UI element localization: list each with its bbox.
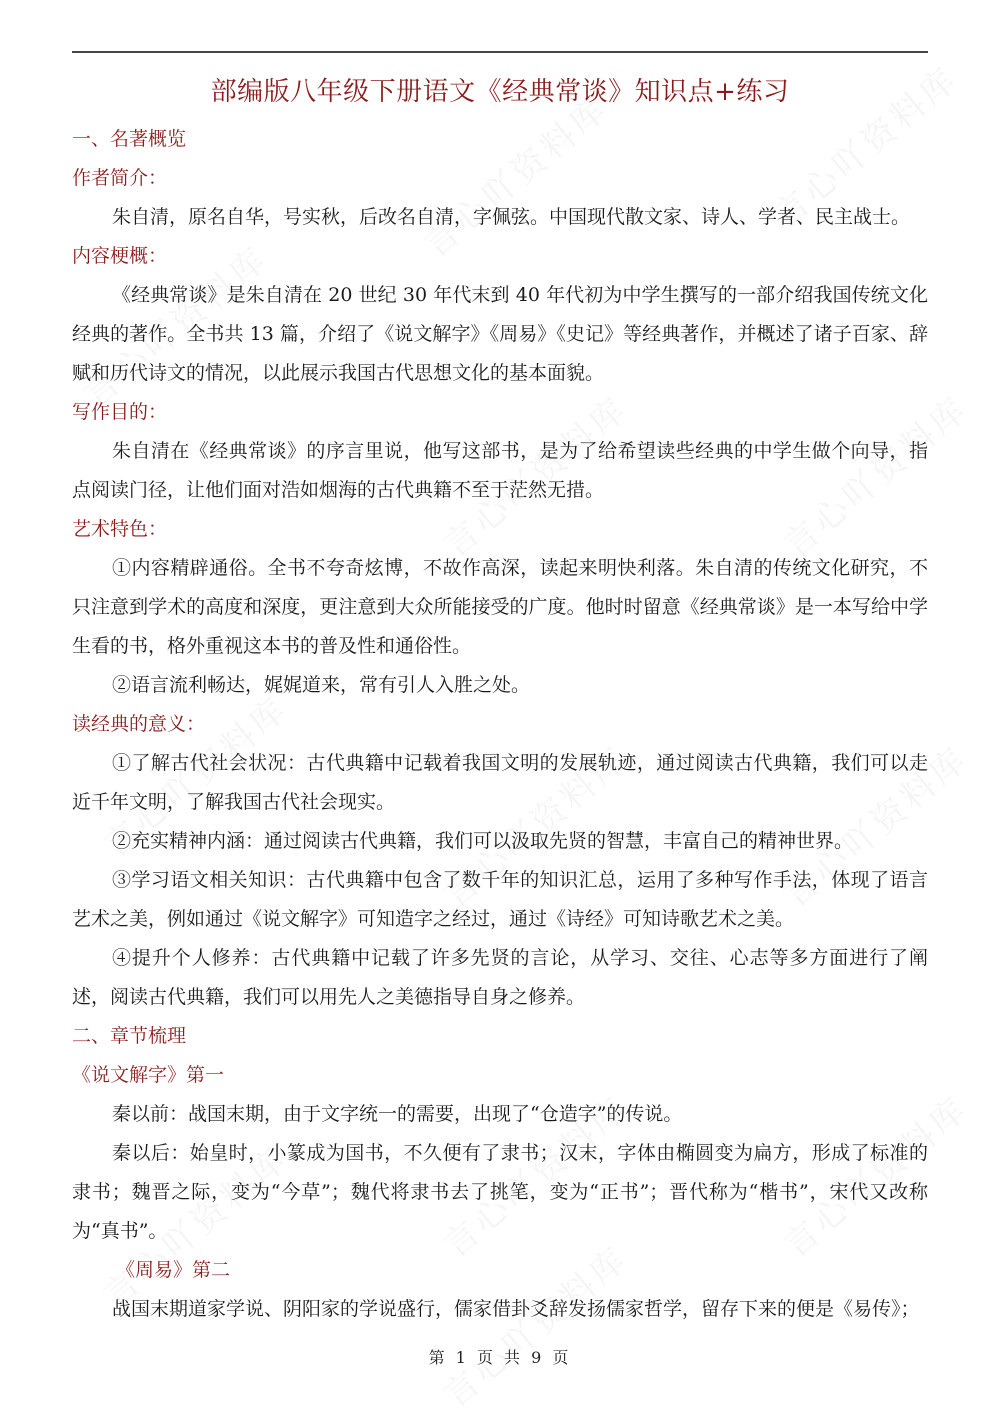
document-body — [72, 68, 928, 1329]
paragraph: ④提升个人修养：古代典籍中记载了许多先贤的言论，从学习、交往、心志等多方面进行了阐述，阅读古代典籍，我们可以用先人之美德指导自身之修养。 — [72, 947, 928, 1008]
header-rule — [72, 51, 928, 53]
paragraph: 秦以后：始皇时，小篆成为国书，不久便有了隶书；汉末，字体由椭圆变为扁方，形成了标准的隶书；魏晋之际，变为“今草”；魏代将隶书去了挑笔，变为“正书”；晋代称为“楷书”，宋代又改称为“真书”。 — [72, 1142, 928, 1242]
section-heading: 作者简介： — [72, 167, 168, 189]
paragraph: 战国末期道家学说、阴阳家的学说盛行，儒家借卦爻辞发扬儒家哲学，留存下来的便是《易传》； — [112, 1298, 920, 1320]
document-title: 部编版八年级下册语文《经典常谈》知识点+练习 — [210, 77, 790, 107]
section-heading: 艺术特色： — [72, 518, 168, 540]
document-sections — [72, 120, 928, 1329]
paragraph: 《经典常谈》是朱自清在 20 世纪 30 年代末到 40 年代初为中学生撰写的一部介绍我国传统文化经典的著作。全书共 13 篇，介绍了《说文解字》《周易》《史记》等经典著作，并概述了诸子百家、辞赋和历代诗文的情况，以此展示我国古代思想文化的基本面貌。 — [72, 284, 928, 384]
paragraph: ①内容精辟通俗。全书不夸奇炫博，不故作高深，读起来明快利落。朱自清的传统文化研究，不只注意到学术的高度和深度，更注意到大众所能接受的广度。他时时留意《经典常谈》是一本写给中学生看的书，格外重视这本书的普及性和通俗性。 — [72, 557, 928, 657]
page-footer: 第 1 页 共 9 页 — [428, 1348, 572, 1367]
paragraph: ③学习语文相关知识：古代典籍中包含了数千年的知识汇总，运用了多种写作手法，体现了语言艺术之美，例如通过《说文解字》可知造字之经过，通过《诗经》可知诗歌艺术之美。 — [72, 869, 928, 930]
paragraph: ②语言流利畅达，娓娓道来，常有引人入胜之处。 — [112, 674, 531, 696]
paragraph: ②充实精神内涵：通过阅读古代典籍，我们可以汲取先贤的智慧，丰富自己的精神世界。 — [112, 830, 854, 852]
paragraph: 朱自清在《经典常谈》的序言里说，他写这部书，是为了给希望读些经典的中学生做个向导，指点阅读门径，让他们面对浩如烟海的古代典籍不至于茫然无措。 — [72, 440, 928, 501]
section-heading: 写作目的： — [72, 401, 168, 423]
paragraph: 朱自清，原名自华，号实秋，后改名自清，字佩弦。中国现代散文家、诗人、学者、民主战士。 — [112, 206, 911, 228]
section-heading: 内容梗概： — [72, 245, 168, 267]
paragraph: ①了解古代社会状况：古代典籍中记载着我国文明的发展轨迹，通过阅读古代典籍，我们可以走近千年文明，了解我国古代社会现实。 — [72, 752, 928, 813]
section-heading: 一、名著概览 — [72, 128, 187, 150]
section-heading: 《周易》第二 — [116, 1259, 231, 1281]
section-heading: 二、章节梳理 — [72, 1025, 187, 1047]
section-heading: 《说文解字》第一 — [72, 1064, 225, 1086]
section-heading: 读经典的意义： — [72, 713, 206, 735]
paragraph: 秦以前：战国末期，由于文字统一的需要，出现了“仓造字”的传说。 — [112, 1103, 683, 1125]
